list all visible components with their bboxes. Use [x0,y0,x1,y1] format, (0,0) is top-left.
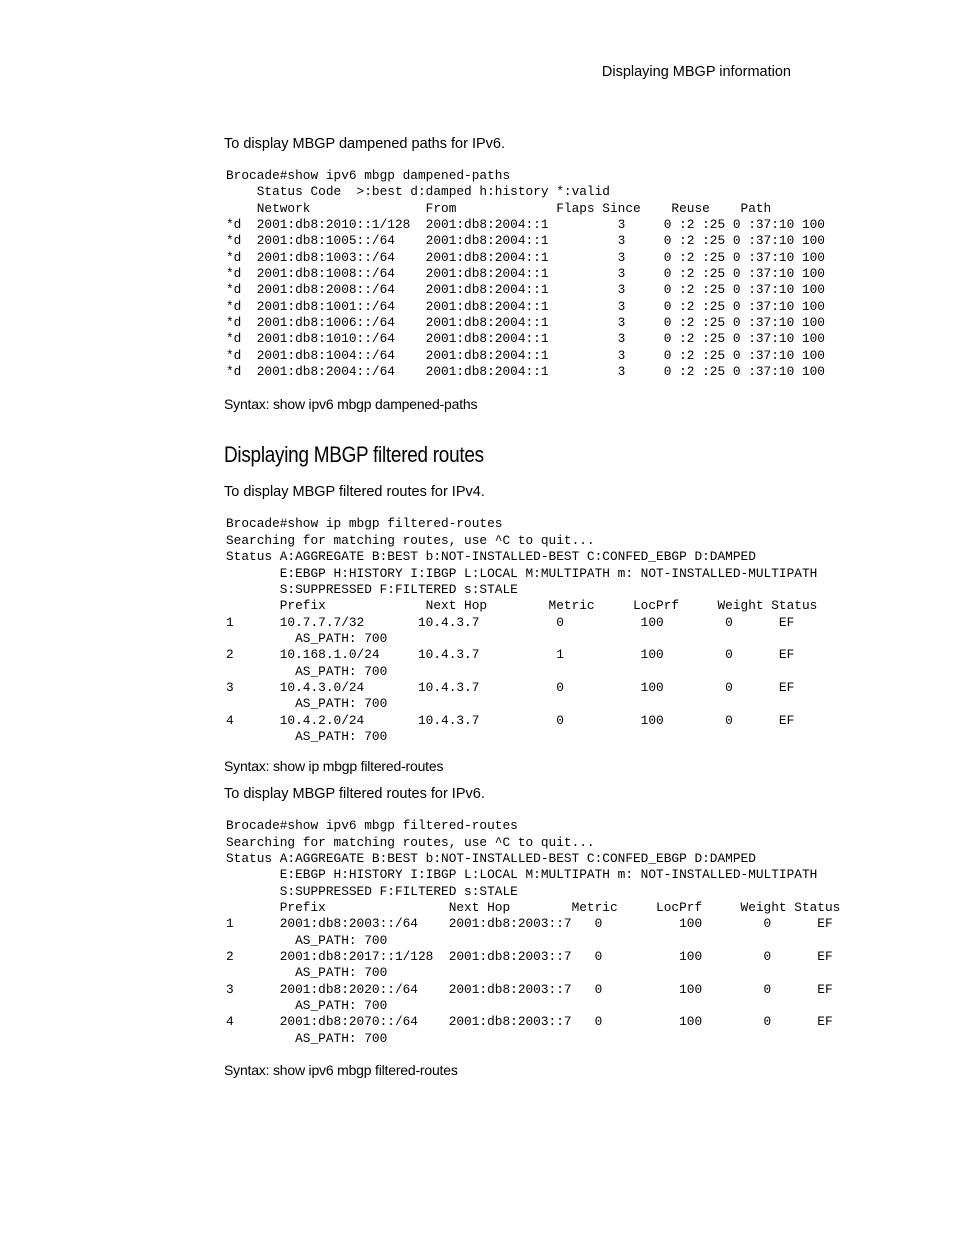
code-line: AS_PATH: 700 [226,965,388,981]
code-line: 2 10.168.1.0/24 10.4.3.7 1 100 0 EF [226,647,795,663]
syntax-dampened-paths: Syntax: show ipv6 mbgp dampened-paths [224,396,478,413]
code-line: AS_PATH: 700 [226,728,388,744]
code-line: Brocade#show ip mbgp filtered-routes [226,516,503,532]
section-heading: Displaying MBGP filtered routes [224,442,484,468]
code-line: AS_PATH: 700 [226,932,388,948]
code-line: *d 2001:db8:1008::/64 2001:db8:2004::1 3 0 :2 :25 0 :37:10 100 [226,266,825,282]
running-header: Displaying MBGP information [601,64,791,80]
code-line: *d 2001:db8:1004::/64 2001:db8:2004::1 3 0 :2 :25 0 :37:10 100 [226,347,825,363]
syntax-filtered-ipv6: Syntax: show ipv6 mbgp filtered-routes [224,1062,458,1079]
code-line: *d 2001:db8:1001::/64 2001:db8:2004::1 3 0 :2 :25 0 :37:10 100 [226,298,825,314]
code-line: Prefix Next Hop Metric LocPrf Weight Status [226,900,841,915]
syntax-filtered-ipv4: Syntax: show ip mbgp filtered-routes [224,758,444,775]
intro-filtered-ipv4: To display MBGP filtered routes for IPv4. [224,484,485,501]
code-line: *d 2001:db8:2004::/64 2001:db8:2004::1 3 0 :2 :25 0 :37:10 100 [226,364,825,380]
code-line: *d 2001:db8:1003::/64 2001:db8:2004::1 3 0 :2 :25 0 :37:10 100 [226,249,825,265]
code-line: 3 2001:db8:2020::/64 2001:db8:2003::7 0 100 0 EF [226,981,833,997]
code-line: AS_PATH: 700 [226,630,388,646]
code-line: *d 2001:db8:1005::/64 2001:db8:2004::1 3 0 :2 :25 0 :37:10 100 [226,233,825,249]
code-block-dampened-paths [224,168,884,380]
code-line: Searching for matching routes, use ^C to quit... [226,834,595,850]
code-line: Status Code >:best d:damped h:history *:valid [226,184,610,200]
code-line: Network From Flaps Since Reuse Path [226,200,772,216]
code-line: 2 2001:db8:2017::1/128 2001:db8:2003::7 0 100 0 EF [226,949,833,965]
code-line: 4 10.4.2.0/24 10.4.3.7 0 100 0 EF [226,712,795,728]
code-line: *d 2001:db8:1006::/64 2001:db8:2004::1 3 0 :2 :25 0 :37:10 100 [226,315,825,331]
code-line: 4 2001:db8:2070::/64 2001:db8:2003::7 0 100 0 EF [226,1014,833,1030]
code-line: Brocade#show ipv6 mbgp dampened-paths [226,168,511,183]
page-content [224,135,884,1079]
code-line: E:EBGP H:HISTORY I:IBGP L:LOCAL M:MULTIPATH m: NOT-INSTALLED-MULTIPATH [226,867,818,883]
code-block-filtered-ipv4 [224,516,884,745]
code-line: Brocade#show ipv6 mbgp filtered-routes [226,818,518,834]
code-line: AS_PATH: 700 [226,663,388,679]
code-line: AS_PATH: 700 [226,998,388,1014]
code-block-filtered-ipv6 [224,818,884,1047]
code-line: E:EBGP H:HISTORY I:IBGP L:LOCAL M:MULTIPATH m: NOT-INSTALLED-MULTIPATH [226,565,818,581]
code-line: Prefix Next Hop Metric LocPrf Weight Status [226,598,818,614]
code-line: *d 2001:db8:1010::/64 2001:db8:2004::1 3 0 :2 :25 0 :37:10 100 [226,331,825,347]
code-line: AS_PATH: 700 [226,696,388,712]
code-line: AS_PATH: 700 [226,1030,388,1046]
code-line: 1 10.7.7.7/32 10.4.3.7 0 100 0 EF [226,614,795,630]
code-line: 3 10.4.3.0/24 10.4.3.7 0 100 0 EF [226,679,795,695]
code-line: Status A:AGGREGATE B:BEST b:NOT-INSTALLED-BEST C:CONFED_EBGP D:DAMPED [226,549,756,565]
code-line: Status A:AGGREGATE B:BEST b:NOT-INSTALLED-BEST C:CONFED_EBGP D:DAMPED [226,850,756,866]
code-line: *d 2001:db8:2008::/64 2001:db8:2004::1 3 0 :2 :25 0 :37:10 100 [226,282,825,298]
code-line: S:SUPPRESSED F:FILTERED s:STALE [226,581,518,597]
intro-dampened-paths: To display MBGP dampened paths for IPv6. [224,136,506,152]
code-line: *d 2001:db8:2010::1/128 2001:db8:2004::1 3 0 :2 :25 0 :37:10 100 [226,217,825,233]
code-line: S:SUPPRESSED F:FILTERED s:STALE [226,883,518,899]
code-line: 1 2001:db8:2003::/64 2001:db8:2003::7 0 100 0 EF [226,916,833,932]
intro-filtered-ipv6: To display MBGP filtered routes for IPv6. [224,786,485,803]
code-line: Searching for matching routes, use ^C to quit... [226,532,595,548]
